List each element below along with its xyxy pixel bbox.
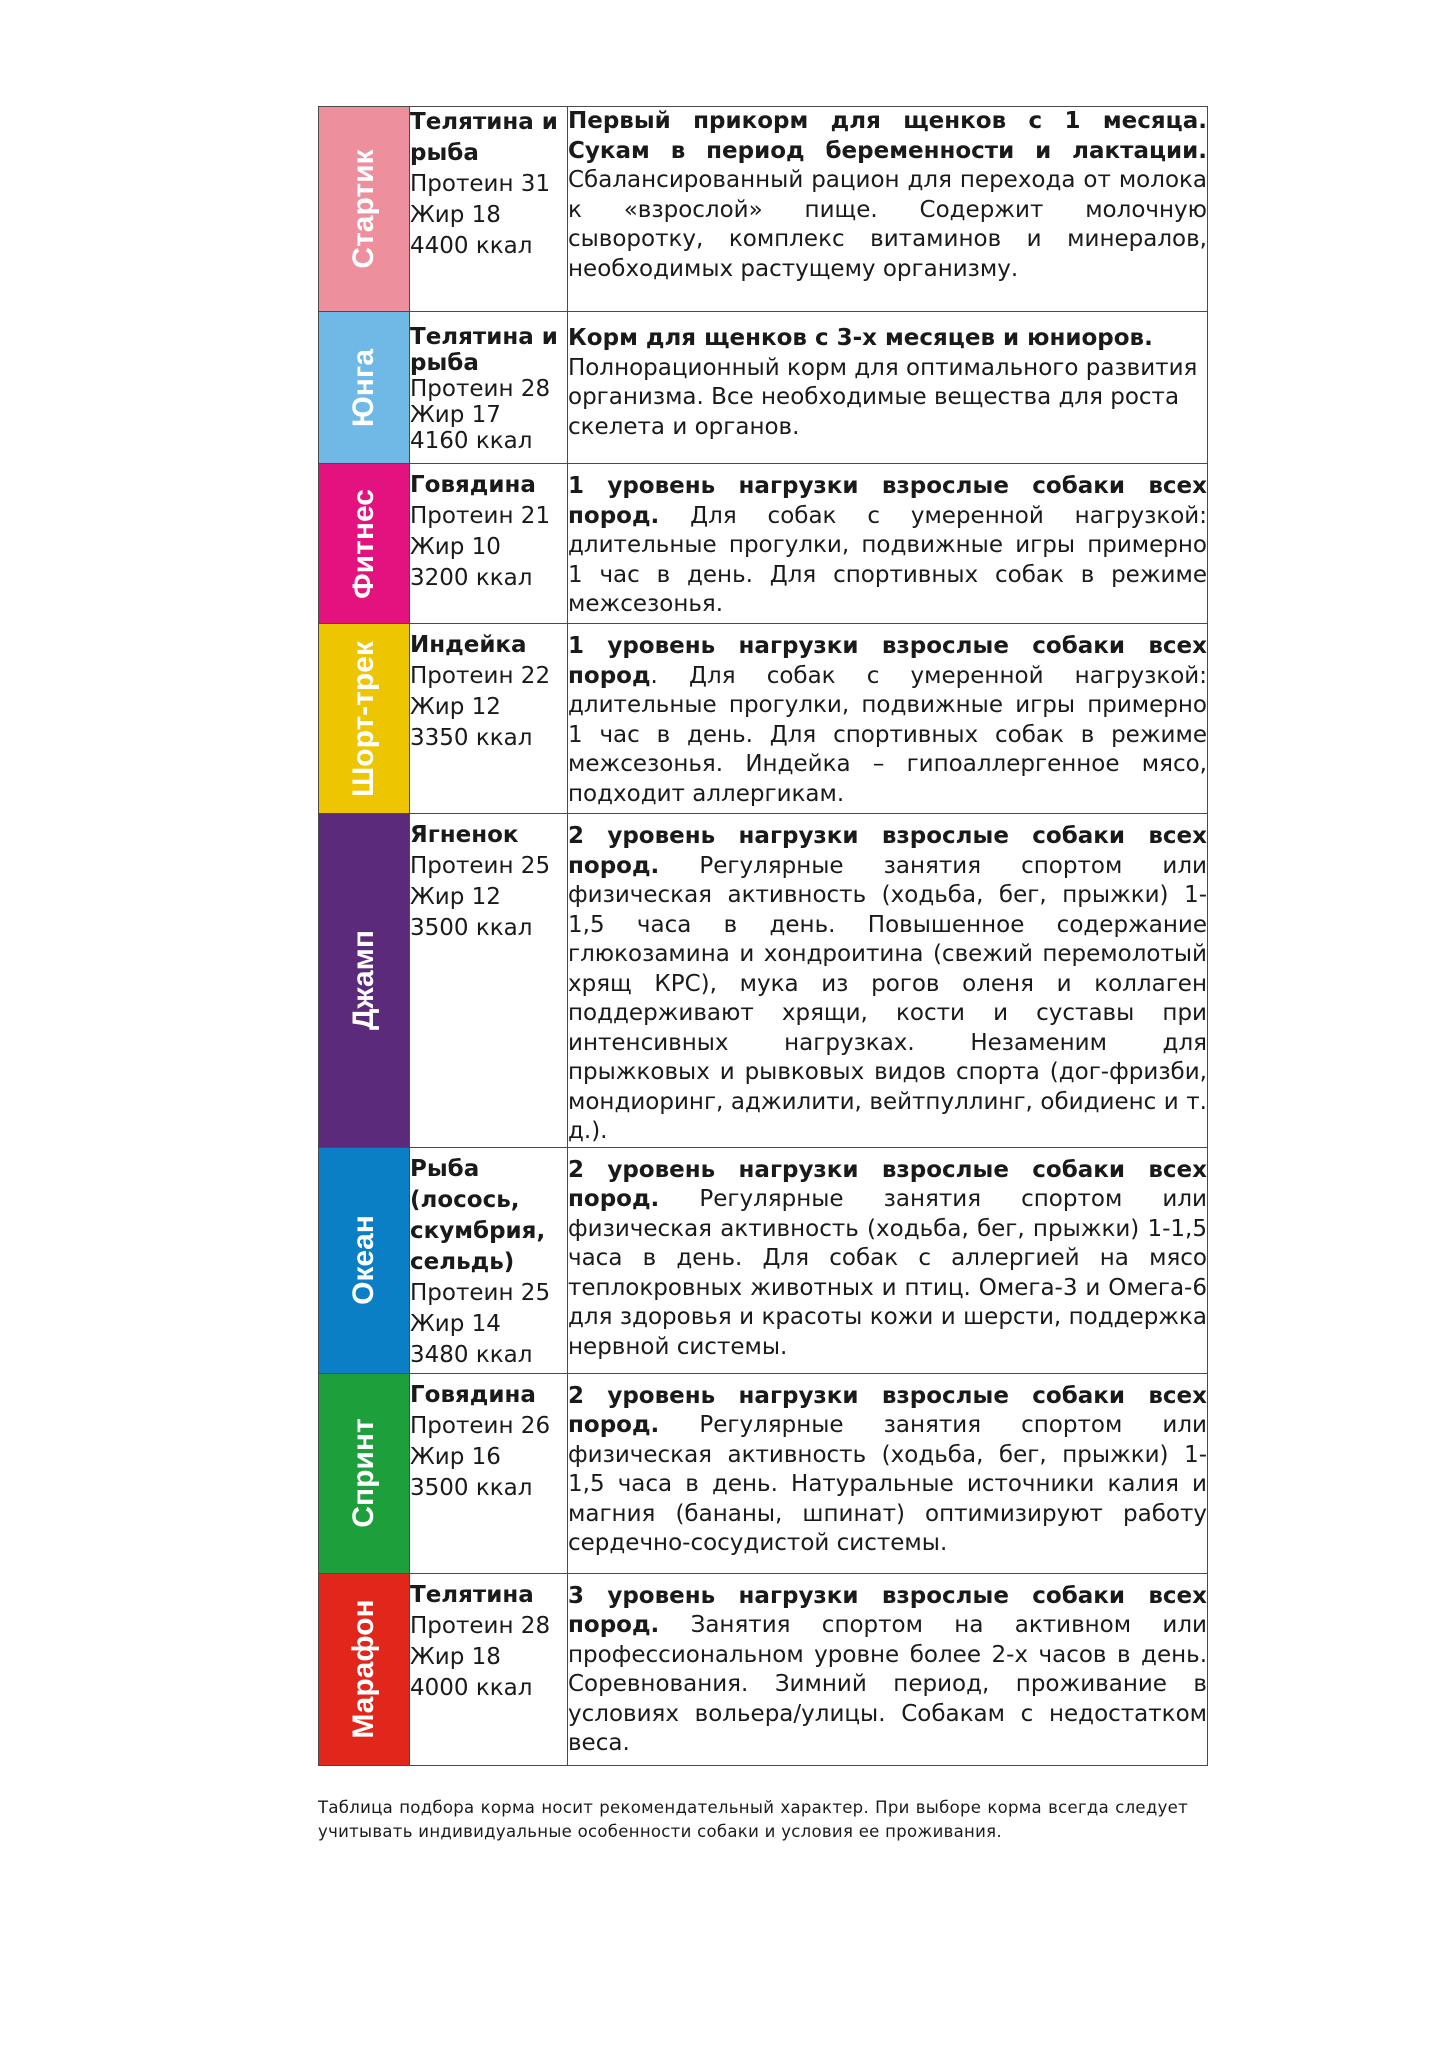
description-lead: 2 уровень нагрузки взрослые собаки всех пород. [568,1382,1207,1438]
meat-type: Телятина и рыба [410,324,558,376]
meat-cell [410,312,568,464]
protein-value: Протеин 25 [410,1279,551,1306]
description-cell [568,814,1208,1148]
protein-value: Протеин 26 [410,1412,551,1439]
feed-table [318,106,1208,1766]
meat-cell [410,1147,568,1373]
fat-value: Жир 17 [410,402,501,428]
protein-value: Протеин 28 [410,1612,551,1639]
description-text: Для собак с умеренной нагрузкой: длительные прогулки, подвижные игры примерно 1 час в день. Для спортивных собак в режиме межсезонья. [568,502,1207,617]
description-cell [568,1373,1208,1573]
description-lead: 2 уровень нагрузки взрослые собаки всех пород. [568,823,1207,879]
description-lead: 2 уровень нагрузки взрослые собаки всех пород. [568,1156,1207,1212]
description-lead: Первый прикорм для щенков с 1 месяца. Сукам в период беременности и лактации. [568,108,1207,164]
feed-name: Стартик [347,149,380,269]
meat-cell [410,464,568,624]
meat-cell [410,814,568,1148]
fat-value: Жир 18 [410,202,501,228]
kcal-value: 3500 ккал [410,915,533,941]
feed-name-cell [319,312,410,464]
kcal-value: 3500 ккал [410,1474,533,1501]
fat-value: Жир 12 [410,884,501,910]
fat-value: Жир 18 [410,1643,501,1670]
fat-value: Жир 10 [410,534,501,560]
feed-name: Джамп [347,930,380,1031]
feed-table-body [319,107,1208,1766]
kcal-value: 4160 ккал [410,428,533,454]
description-cell [568,1573,1208,1765]
meat-cell [410,624,568,814]
description-text: Полнорационный корм для оптимального развития организма. Все необходимые вещества для роста скелета и органов. [568,354,1198,440]
table-row [319,624,1208,814]
description-text: Занятия спортом на активном или профессиональном уровне более 2-х часов в день. Соревнования. Зимний период, проживание в условиях вольера/улицы. Собакам с недостатком веса. [568,1612,1207,1756]
table-row [319,464,1208,624]
description-text: Регулярные занятия спортом или физическая активность (ходьба, бег, прыжки) 1- 1,5 часа в день. Натуральные источники калия и магния (бананы, шпинат) оптимизируют работу сердечно-сосудистой системы. [568,1412,1207,1556]
description-cell [568,107,1208,312]
meat-type: Телятина и рыба [410,109,558,166]
feed-name: Фитнес [347,488,380,599]
feed-name: Спринт [347,1418,380,1528]
meat-type: Ягненок [410,822,519,848]
meat-type: Телятина [410,1581,534,1608]
fat-value: Жир 12 [410,694,501,720]
fat-value: Жир 14 [410,1310,501,1337]
protein-value: Протеин 25 [410,853,551,879]
feed-name: Марафон [347,1599,380,1739]
table-row [319,1147,1208,1373]
protein-value: Протеин 22 [410,663,551,689]
description-cell [568,464,1208,624]
description-lead: 1 уровень нагрузки взрослые собаки всех пород. [568,473,1207,529]
footnote: Таблица подбора корма носит рекомендательный характер. При выборе корма всегда следует учитывать индивидуальные особенности собаки и условия ее проживания. [318,1798,1188,1841]
meat-type: Индейка [410,632,527,658]
description-text: Регулярные занятия спортом или физическая активность (ходьба, бег, прыжки) 1- 1,5 часа в день. Повышенное содержание глюкозамина и хондроитина (свежий перемолотый хрящ КРС), мука из рогов оленя и коллаген поддерживают хрящи, кости и суставы при интенсивных нагрузках. Незаменим для прыжковых и рывковых видов спорта (дог-фризби, мондиоринг, аджилити, вейтпуллинг, обидиенс и т. д.). [568,852,1207,1144]
description-lead: Корм для щенков с 3-х месяцев и юниоров. [568,325,1153,351]
feed-name-cell [319,107,410,312]
feed-name-cell [319,464,410,624]
description-text: Регулярные занятия спортом или физическая активность (ходьба, бег, прыжки) 1-1,5 часа в день. Для собак с аллергией на мясо теплокровных животных и птиц. Омега-3 и Омега-6 для здоровья и красоты кожи и шерсти, поддержка нервной системы. [568,1186,1207,1360]
feed-name-cell [319,1147,410,1373]
table-row [319,107,1208,312]
description-text: Сбалансированный рацион для перехода от молока к «взрослой» пище. Содержит молочную сыворотку, комплекс витаминов и минералов, необходимых растущему организму. [568,167,1207,282]
meat-cell [410,1573,568,1765]
meat-type: Рыба (лосось, скумбрия, сельдь) [410,1155,546,1275]
protein-value: Протеин 21 [410,503,551,529]
feed-name: Юнга [347,348,380,427]
description-lead: 1 уровень нагрузки взрослые собаки всех пород [568,633,1207,689]
kcal-value: 4000 ккал [410,1674,533,1701]
kcal-value: 3480 ккал [410,1341,533,1368]
kcal-value: 3200 ккал [410,565,533,591]
meat-cell [410,107,568,312]
kcal-value: 3350 ккал [410,725,533,751]
meat-cell [410,1373,568,1573]
feed-name-cell [319,1573,410,1765]
table-row [319,1573,1208,1765]
feed-name-cell [319,814,410,1148]
table-row [319,1373,1208,1573]
kcal-value: 4400 ккал [410,233,533,259]
protein-value: Протеин 28 [410,376,551,402]
description-lead: 3 уровень нагрузки взрослые собаки всех пород. [568,1582,1207,1638]
protein-value: Протеин 31 [410,171,551,197]
table-row [319,312,1208,464]
feed-name: Океан [347,1215,380,1305]
description-text: . Для собак с умеренной нагрузкой: длительные прогулки, подвижные игры примерно 1 час в день. Для спортивных собак в режиме межсезонья. Индейка – гипоаллергенное мясо, подходит аллергикам. [568,662,1207,807]
description-cell [568,312,1208,464]
description-cell [568,1147,1208,1373]
meat-type: Говядина [410,472,536,498]
description-cell [568,624,1208,814]
feed-name-cell [319,624,410,814]
meat-type: Говядина [410,1381,536,1408]
feed-name-cell [319,1373,410,1573]
feed-name: Шорт-трек [347,640,380,797]
table-row [319,814,1208,1148]
fat-value: Жир 16 [410,1443,501,1470]
